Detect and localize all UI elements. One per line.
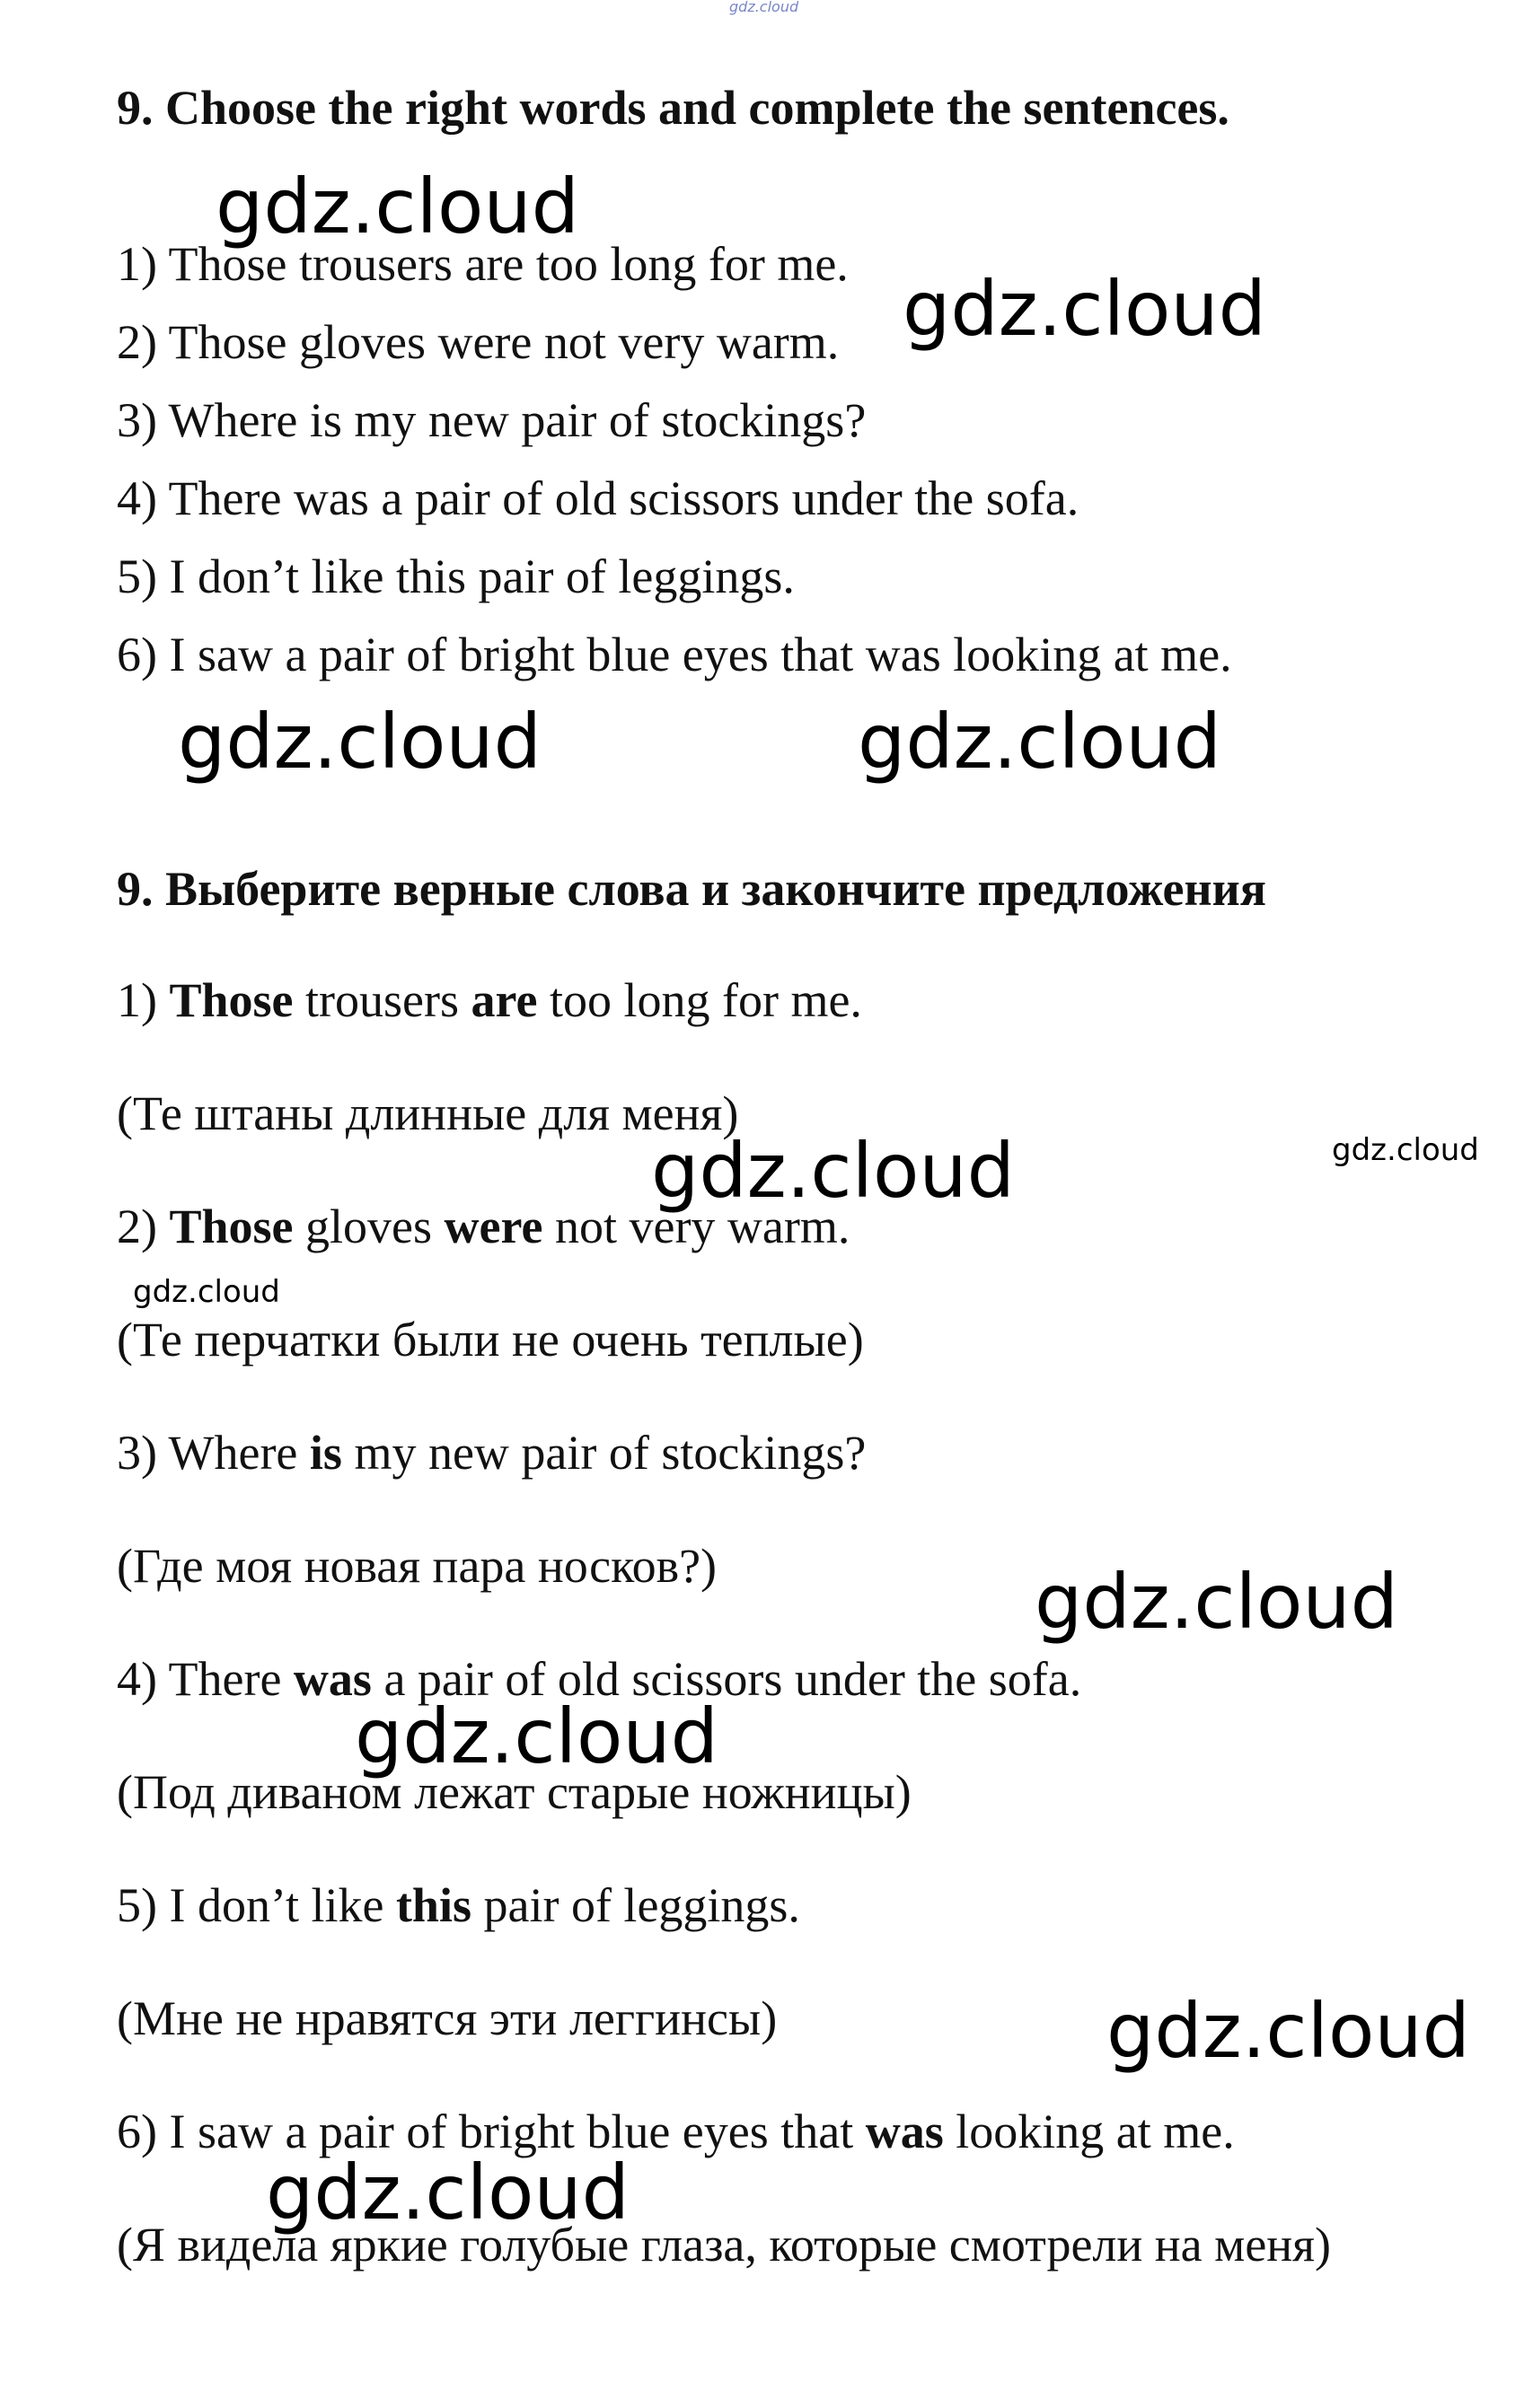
answer-6: 6) I saw a pair of bright blue eyes that was looking at me. — [117, 2105, 1235, 2158]
translation-3: (Где моя новая пара носков?) — [117, 1539, 718, 1593]
watermark-small: gdz.cloud — [133, 1274, 280, 1310]
sentence-5-en: 5) I don’t like this pair of leggings. — [117, 549, 795, 603]
watermark: gdz.cloud — [651, 1127, 1015, 1215]
watermark: gdz.cloud — [266, 2149, 630, 2237]
answer-4: 4) There was a pair of old scissors under the sofa. — [117, 1652, 1082, 1706]
sentence-6-en: 6) I saw a pair of bright blue eyes that was looking at me. — [117, 628, 1232, 681]
watermark: gdz.cloud — [903, 265, 1266, 353]
translation-1: (Те штаны длинные для меня) — [117, 1086, 739, 1140]
sentence-1-en: 1) Those trousers are too long for me. — [117, 237, 849, 291]
translation-6: (Я видела яркие голубые глаза, которые смотрели на меня) — [117, 2218, 1332, 2272]
answer-2: 2) Those gloves were not very warm. — [117, 1200, 850, 1253]
watermark: gdz.cloud — [858, 698, 1221, 786]
translation-2: (Те перчатки были не очень теплые) — [117, 1313, 864, 1367]
watermark: gdz.cloud — [178, 698, 542, 786]
exercise-heading-en: 9. Choose the right words and complete the sentences. — [117, 81, 1229, 135]
watermark: gdz.cloud — [1106, 1987, 1470, 2075]
watermark-small: gdz.cloud — [1332, 1132, 1479, 1168]
sentence-2-en: 2) Those gloves were not very warm. — [117, 315, 840, 369]
exercise-heading-ru: 9. Выберите верные слова и закончите предложения — [117, 862, 1266, 916]
watermark: gdz.cloud — [1035, 1558, 1398, 1646]
watermark: gdz.cloud — [355, 1692, 718, 1780]
answer-1: 1) Those trousers are too long for me. — [117, 973, 862, 1027]
answer-5: 5) I don’t like this pair of leggings. — [117, 1878, 800, 1932]
answer-3: 3) Where is my new pair of stockings? — [117, 1426, 867, 1480]
watermark: gdz.cloud — [216, 163, 579, 250]
translation-5: (Мне не нравятся эти леггинсы) — [117, 1991, 778, 2045]
sentence-3-en: 3) Where is my new pair of stockings? — [117, 393, 867, 447]
translation-4: (Под диваном лежат старые ножницы) — [117, 1765, 912, 1819]
sentence-4-en: 4) There was a pair of old scissors under the sofa. — [117, 471, 1079, 525]
watermark-top: gdz.cloud — [729, 0, 799, 15]
